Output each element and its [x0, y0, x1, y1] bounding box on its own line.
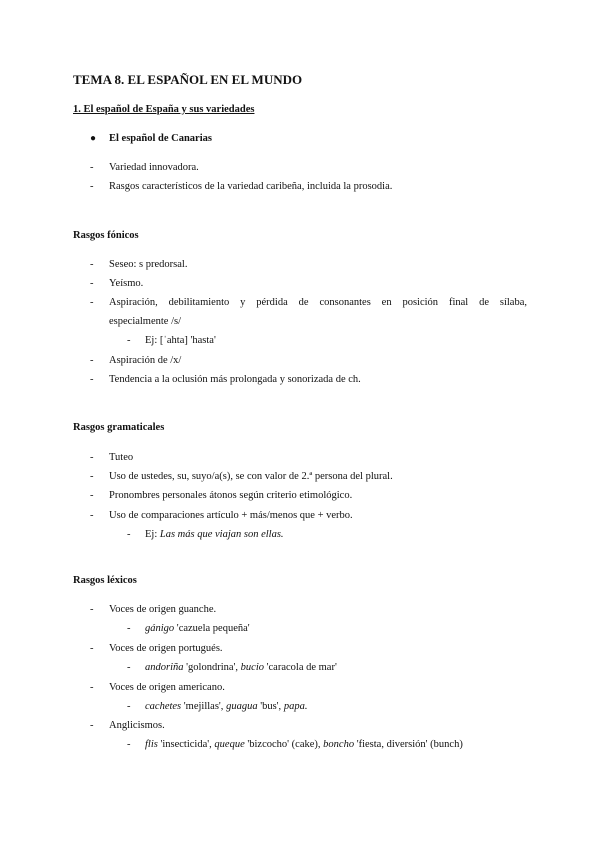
example-word: bucio [240, 662, 264, 673]
heading-rasgos-gramaticales: Rasgos gramaticales [73, 422, 165, 433]
dash-marker: - [90, 452, 94, 463]
dash-marker: - [127, 662, 131, 673]
document-title: TEMA 8. EL ESPAÑOL EN EL MUNDO [73, 72, 303, 87]
dash-marker: - [90, 162, 94, 173]
subheading-canarias: El español de Canarias [109, 133, 212, 144]
list-item: Anglicismos. [109, 720, 165, 731]
list-item: Pronombres personales átonos según criterio etimológico. [109, 490, 353, 501]
dash-marker: - [90, 643, 94, 654]
example-gloss: 'caracola de mar' [264, 662, 337, 673]
example-word: papa. [283, 701, 308, 712]
dash-marker: - [127, 623, 131, 634]
dash-marker: - [90, 259, 94, 270]
dash-marker: - [90, 297, 94, 308]
dash-marker: - [90, 682, 94, 693]
list-item-continuation: especialmente /s/ [109, 316, 182, 327]
example-text: Las más que viajan son ellas. [159, 529, 284, 540]
example [145, 701, 307, 712]
example-gloss: 'bus', [257, 701, 284, 712]
example-word: guagua [226, 701, 258, 712]
bullet-marker: ● [90, 133, 97, 144]
example-word: queque [214, 739, 245, 750]
example [145, 739, 463, 750]
example [145, 529, 284, 540]
dash-marker: - [90, 471, 94, 482]
example-word: andoriña [145, 662, 184, 673]
list-item: Aspiración, debilitamiento y pérdida de consonantes en posición final de sílaba, [109, 297, 527, 308]
list-item: Tendencia a la oclusión más prolongada y sonorizada de ch. [109, 374, 361, 385]
example-label: Ej: [145, 529, 160, 540]
list-item: Uso de comparaciones artículo + más/menos que + verbo. [109, 510, 353, 521]
example-word: gánigo [145, 623, 175, 634]
dash-marker: - [127, 335, 131, 346]
list-item: Voces de origen portugués. [109, 643, 223, 654]
example-gloss: 'golondrina', [183, 662, 241, 673]
dash-marker: - [90, 374, 94, 385]
example: Ej: [ˈahta] 'hasta' [145, 335, 216, 346]
example-gloss: 'mejillas', [181, 701, 227, 712]
example-gloss: 'insecticida', [157, 739, 215, 750]
list-item: Seseo: s predorsal. [109, 259, 188, 270]
dash-marker: - [127, 529, 131, 540]
dash-marker: - [90, 720, 94, 731]
example-word: flis [145, 739, 158, 750]
list-item: Tuteo [109, 452, 134, 463]
example [145, 662, 337, 673]
dash-marker: - [127, 701, 131, 712]
list-item: Yeísmo. [109, 278, 144, 289]
dash-marker: - [90, 278, 94, 289]
heading-rasgos-lexicos: Rasgos léxicos [73, 575, 137, 586]
list-item: Aspiración de /x/ [109, 355, 182, 366]
example-gloss: 'bizcocho' (cake), [244, 739, 324, 750]
dash-marker: - [90, 355, 94, 366]
dash-marker: - [90, 490, 94, 501]
example [145, 623, 250, 634]
heading-rasgos-fonicos: Rasgos fónicos [73, 230, 139, 241]
example-gloss: 'cazuela pequeña' [174, 623, 250, 634]
list-item: Variedad innovadora. [109, 162, 199, 173]
list-item: Rasgos característicos de la variedad caribeña, incluida la prosodia. [109, 181, 393, 192]
list-item: Voces de origen americano. [109, 682, 225, 693]
list-item: Uso de ustedes, su, suyo/a(s), se con valor de 2.ª persona del plural. [109, 471, 393, 482]
example-gloss: 'fiesta, diversión' (bunch) [354, 739, 463, 750]
dash-marker: - [127, 739, 131, 750]
example-word: cachetes [145, 701, 182, 712]
dash-marker: - [90, 604, 94, 615]
example-word: boncho [323, 739, 355, 750]
list-item: Voces de origen guanche. [109, 604, 217, 615]
dash-marker: - [90, 181, 94, 192]
section-heading-1: 1. El español de España y sus variedades [73, 104, 255, 115]
dash-marker: - [90, 510, 94, 521]
